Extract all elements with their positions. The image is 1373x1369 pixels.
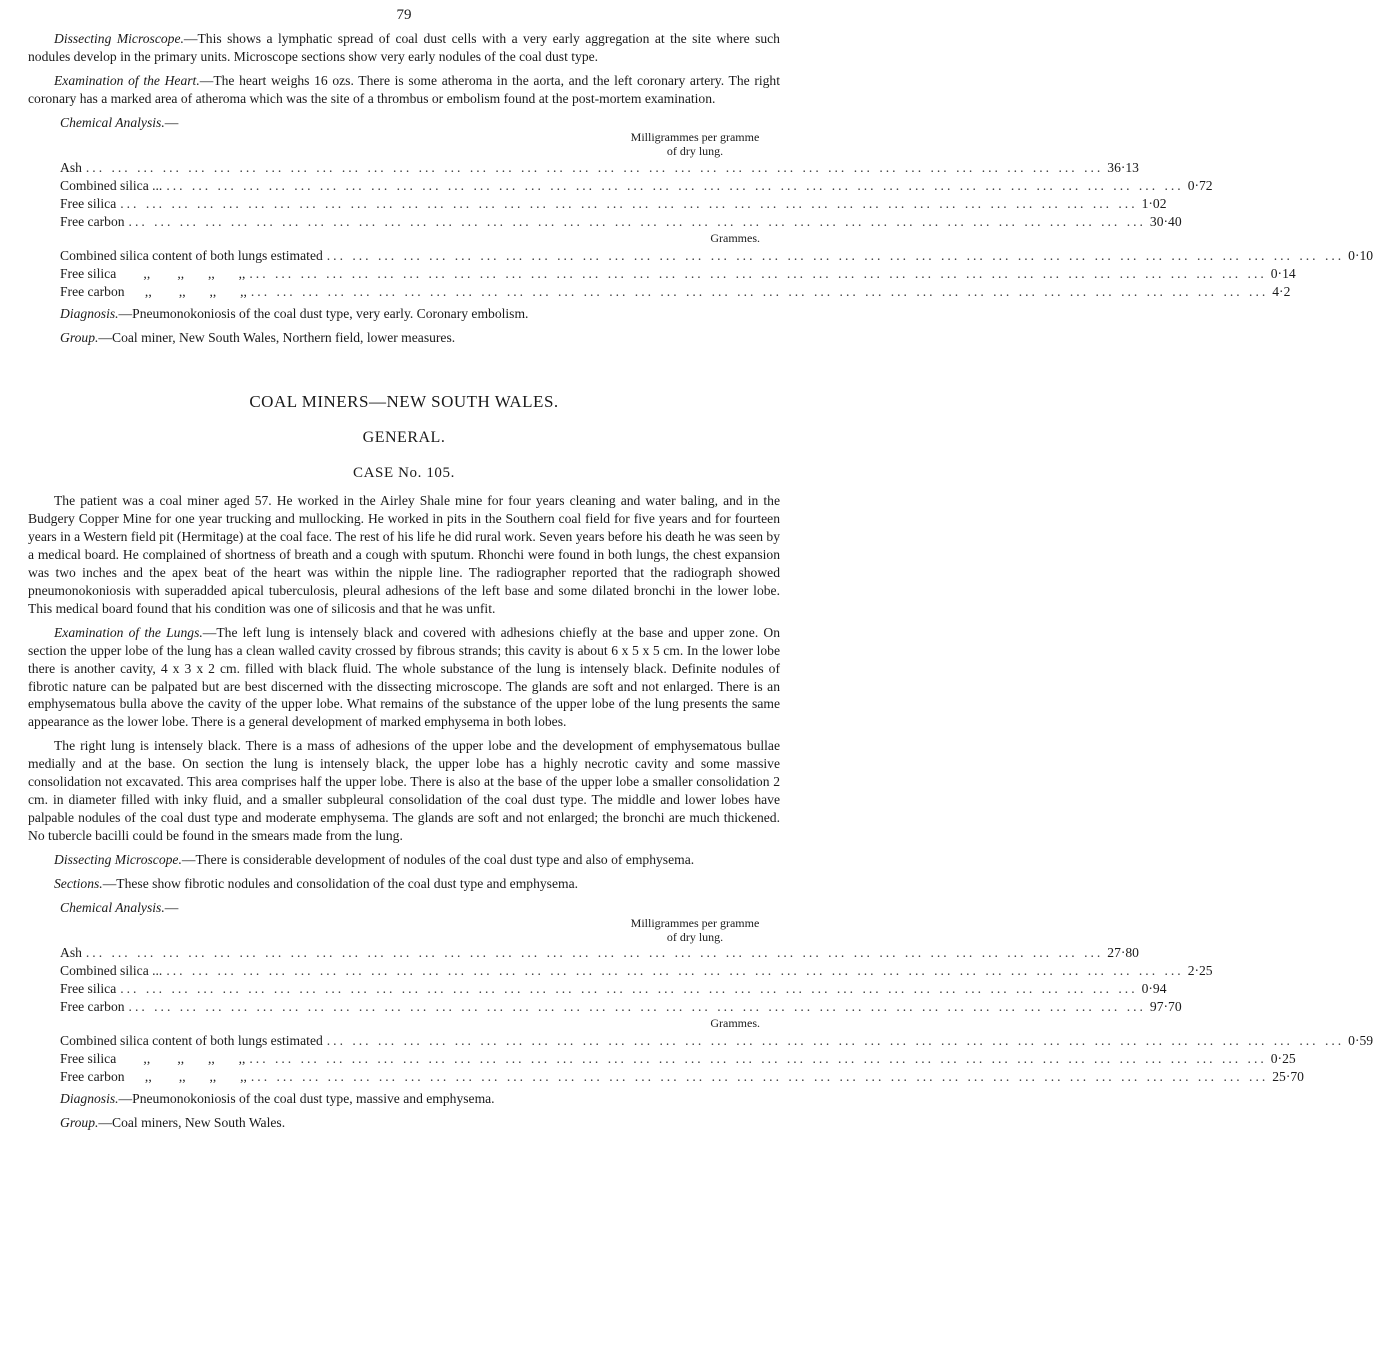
analysis-row xyxy=(60,265,1296,283)
sections-text: —These show fibrotic nodules and consolidation of the coal dust type and emphysema. xyxy=(102,875,578,891)
leader-dots: ... ... ... ... ... ... ... ... ... ... ... ... ... ... ... ... ... ... ... ... ... ... ... ... ... ... ... ... ... ... ... ... ... ... ... ... ... ... ... ... xyxy=(326,1033,1345,1049)
case-dissecting-text: —There is considerable development of nodules of the coal dust type and also of emphysema. xyxy=(181,851,695,867)
analysis-row xyxy=(60,195,1167,213)
analysis-value: 2·25 xyxy=(1187,963,1213,979)
unit-heading: Milligrammes per gramme of dry lung. xyxy=(630,130,760,159)
analysis-value: 0·94 xyxy=(1141,981,1167,997)
leader-dots: ... ... ... ... ... ... ... ... ... ... ... ... ... ... ... ... ... ... ... ... ... ... ... ... ... ... ... ... ... ... ... ... ... ... ... ... ... ... ... ... xyxy=(249,1051,1267,1067)
case-unit-heading: Milligrammes per gramme of dry lung. xyxy=(630,915,760,944)
analysis-label: Combined silica ... xyxy=(60,178,163,194)
diagnosis-heading: Diagnosis. xyxy=(60,305,119,321)
analysis-row xyxy=(60,213,1182,231)
case-group-heading: Group. xyxy=(60,1115,99,1131)
analysis-value: 30·40 xyxy=(1149,214,1182,230)
section-subtitle: GENERAL. xyxy=(362,429,446,447)
analysis-row xyxy=(60,1032,1373,1050)
analysis-value: 27·80 xyxy=(1107,945,1139,961)
chemical-analysis-table xyxy=(60,130,1373,300)
case-diagnosis-text: —Pneumonokoniosis of the coal dust type, massive and emphysema. xyxy=(118,1091,495,1107)
analysis-label: Free silica ,, ,, ,, ,, xyxy=(60,265,246,281)
chemical-analysis-heading: Chemical Analysis.— xyxy=(60,114,179,130)
case-dissecting-para xyxy=(28,851,780,869)
leader-dots: ... ... ... ... ... ... ... ... ... ... ... ... ... ... ... ... ... ... ... ... ... ... ... ... ... ... ... ... ... ... ... ... ... ... ... ... ... ... ... ... xyxy=(249,265,1267,281)
analysis-value: 1·02 xyxy=(1141,196,1167,212)
section-title: COAL MINERS—NEW SOUTH WALES. xyxy=(249,391,559,411)
group-text: —Coal miner, New South Wales, Northern field, lower measures. xyxy=(98,329,456,345)
lungs-examination-text: —The left lung is intensely black and covered with adhesions chiefly at the base and upper zone. On section the upper lobe of the lung has a clean walled cavity crossed by fibrous strands; this cavity is about 6 x 5 x 5 cm. In the lower lobe there is another cavity, 4 x 3 x 2 cm. filled with black fluid. The whole substance of the lung is intensely black. Definite nodules of fibrotic nature can be palpated but are best discerned with the dissecting microscope. The glands are soft and not enlarged. There is an emphysematous bulla above the cavity of the upper lobe. What remains of the substance of the upper lobe of the lung presents the same appearance as the lower lobe. There is a general development of marked emphysema in both lobes. xyxy=(28,624,780,730)
analysis-label: Free carbon ,, ,, ,, ,, xyxy=(60,283,247,299)
case-diagnosis-para xyxy=(60,1090,780,1108)
analysis-row xyxy=(60,998,1182,1016)
case-group-text: —Coal miners, New South Wales. xyxy=(98,1115,286,1131)
dissecting-microscope-heading: Dissecting Microscope. xyxy=(54,30,184,46)
leader-dots: ... ... ... ... ... ... ... ... ... ... ... ... ... ... ... ... ... ... ... ... ... ... ... ... ... ... ... ... ... ... ... ... ... ... ... ... ... ... ... ... xyxy=(326,247,1345,263)
analysis-label: Combined silica content of both lungs estimated xyxy=(60,247,323,263)
analysis-row xyxy=(60,1050,1296,1068)
analysis-label: Ash xyxy=(60,160,82,176)
analysis-value: 0·10 xyxy=(1348,247,1373,263)
case-chemical-analysis-heading: Chemical Analysis.— xyxy=(60,899,179,915)
leader-dots: ... ... ... ... ... ... ... ... ... ... ... ... ... ... ... ... ... ... ... ... ... ... ... ... ... ... ... ... ... ... ... ... ... ... ... ... ... ... ... ... xyxy=(128,999,1146,1015)
analysis-row xyxy=(60,177,1213,195)
analysis-label: Free silica xyxy=(60,196,117,212)
analysis-value: 25·70 xyxy=(1272,1069,1304,1085)
analysis-rows-both-lungs xyxy=(60,247,1373,301)
case-grammes-heading: Grammes. xyxy=(710,1016,760,1031)
analysis-row xyxy=(60,980,1167,998)
analysis-label: Combined silica content of both lungs estimated xyxy=(60,1033,323,1049)
analysis-row xyxy=(60,247,1373,265)
heart-examination-heading: Examination of the Heart. xyxy=(54,72,200,88)
analysis-label: Free silica ,, ,, ,, ,, xyxy=(60,1051,246,1067)
case-chemical-analysis-table xyxy=(60,915,1373,1086)
case-history-para: The patient was a coal miner aged 57. He worked in the Airley Shale mine for four years cleaning and water baling, and in the Budgery Copper Mine for one year trucking and mullocking. He worked in pits in the Southern coal field for five years and for fourteen years in a Western field pit (Hermitage) at the coal face. The rest of his life he did rural work. Seven years before his death he was seen by a medical board. He complained of shortness of breath and a cough with sputum. Rhonchi were found in both lungs, the chest expansion was two inches and the apex beat of the heart was within the nipple line. The radiographer reported that the radiograph showed pneumonokoniosis with superadded apical tuberculosis, pleural adhesions of the left base and some dilated bronchi in the lower lobe. This medical board found that his condition was one of silicosis and that he was unfit. xyxy=(28,493,780,616)
analysis-row xyxy=(60,1068,1304,1086)
page-number: 79 xyxy=(396,7,412,23)
diagnosis-para xyxy=(60,305,780,323)
analysis-label: Free carbon xyxy=(60,999,125,1015)
right-lung-para: The right lung is intensely black. There is a mass of adhesions of the upper lobe and the development of emphysematous bullae medially and at the base. On section the lung is intensely black, the upper lobe has a highly necrotic cavity and some massive consolidation not excavated. This area comprises half the upper lobe. There is also at the base of the upper lobe a smaller consolidation 2 cm. in diameter filled with inky fluid, and a smaller subpleural consolidation of the coal dust type. The middle and lower lobes have palpable nodules of the coal dust type and moderate emphysema. The glands are soft and not enlarged; the bronchi are much thickened. No tubercle bacilli could be found in the smears made from the lung. xyxy=(28,738,780,843)
sections-para xyxy=(28,875,780,893)
analysis-row xyxy=(60,944,1139,962)
leader-dots: ... ... ... ... ... ... ... ... ... ... ... ... ... ... ... ... ... ... ... ... ... ... ... ... ... ... ... ... ... ... ... ... ... ... ... ... ... ... ... ... xyxy=(166,963,1184,979)
leader-dots: ... ... ... ... ... ... ... ... ... ... ... ... ... ... ... ... ... ... ... ... ... ... ... ... ... ... ... ... ... ... ... ... ... ... ... ... ... ... ... ... xyxy=(85,160,1104,176)
group-para xyxy=(60,329,780,347)
analysis-label: Free silica xyxy=(60,981,117,997)
analysis-label: Ash xyxy=(60,945,82,961)
grammes-heading: Grammes. xyxy=(710,231,760,246)
leader-dots: ... ... ... ... ... ... ... ... ... ... ... ... ... ... ... ... ... ... ... ... ... ... ... ... ... ... ... ... ... ... ... ... ... ... ... ... ... ... ... ... xyxy=(166,178,1184,194)
analysis-rows-dry-lung xyxy=(60,159,1213,231)
case-analysis-rows-both-lungs xyxy=(60,1032,1373,1086)
leader-dots: ... ... ... ... ... ... ... ... ... ... ... ... ... ... ... ... ... ... ... ... ... ... ... ... ... ... ... ... ... ... ... ... ... ... ... ... ... ... ... ... xyxy=(120,196,1138,212)
analysis-label: Free carbon xyxy=(60,214,125,230)
leader-dots: ... ... ... ... ... ... ... ... ... ... ... ... ... ... ... ... ... ... ... ... ... ... ... ... ... ... ... ... ... ... ... ... ... ... ... ... ... ... ... ... xyxy=(250,283,1269,299)
analysis-value: 36·13 xyxy=(1107,160,1139,176)
group-heading: Group. xyxy=(60,329,99,345)
leader-dots: ... ... ... ... ... ... ... ... ... ... ... ... ... ... ... ... ... ... ... ... ... ... ... ... ... ... ... ... ... ... ... ... ... ... ... ... ... ... ... ... xyxy=(85,945,1104,961)
case-group-para xyxy=(60,1114,780,1132)
analysis-value: 97·70 xyxy=(1149,999,1182,1015)
analysis-value: 4·2 xyxy=(1272,283,1291,299)
analysis-value: 0·25 xyxy=(1270,1051,1296,1067)
lungs-examination-para xyxy=(28,624,780,732)
dissecting-microscope-text: —This shows a lymphatic spread of coal dust cells with a very early aggregation at the site where such nodules develop in the primary units. Microscope sections show very early nodules of the coal dust type. xyxy=(28,30,780,64)
leader-dots: ... ... ... ... ... ... ... ... ... ... ... ... ... ... ... ... ... ... ... ... ... ... ... ... ... ... ... ... ... ... ... ... ... ... ... ... ... ... ... ... xyxy=(250,1069,1269,1085)
sections-heading: Sections. xyxy=(54,875,103,891)
analysis-row xyxy=(60,159,1139,177)
case-diagnosis-heading: Diagnosis. xyxy=(60,1091,119,1107)
lungs-examination-heading: Examination of the Lungs. xyxy=(54,624,203,640)
page xyxy=(28,6,1373,1138)
analysis-row xyxy=(60,283,1291,301)
dissecting-microscope-para xyxy=(28,30,780,66)
leader-dots: ... ... ... ... ... ... ... ... ... ... ... ... ... ... ... ... ... ... ... ... ... ... ... ... ... ... ... ... ... ... ... ... ... ... ... ... ... ... ... ... xyxy=(120,981,1138,997)
case-analysis-rows-dry-lung xyxy=(60,944,1213,1016)
analysis-row xyxy=(60,962,1213,980)
diagnosis-text: —Pneumonokoniosis of the coal dust type, very early. Coronary embolism. xyxy=(118,305,529,321)
case-dissecting-heading: Dissecting Microscope. xyxy=(54,851,182,867)
case-number: CASE No. 105. xyxy=(353,465,455,482)
heart-examination-text: —The heart weighs 16 ozs. There is some atheroma in the aorta, and the left coronary artery. The right coronary has a marked area of atheroma which was the site of a thrombus or embolism found at the post-mortem examination. xyxy=(28,72,780,106)
analysis-value: 0·59 xyxy=(1348,1033,1373,1049)
analysis-value: 0·72 xyxy=(1187,178,1213,194)
heart-examination-para xyxy=(28,72,780,108)
leader-dots: ... ... ... ... ... ... ... ... ... ... ... ... ... ... ... ... ... ... ... ... ... ... ... ... ... ... ... ... ... ... ... ... ... ... ... ... ... ... ... ... xyxy=(128,214,1146,230)
analysis-label: Combined silica ... xyxy=(60,963,163,979)
analysis-value: 0·14 xyxy=(1270,265,1296,281)
analysis-label: Free carbon ,, ,, ,, ,, xyxy=(60,1069,247,1085)
